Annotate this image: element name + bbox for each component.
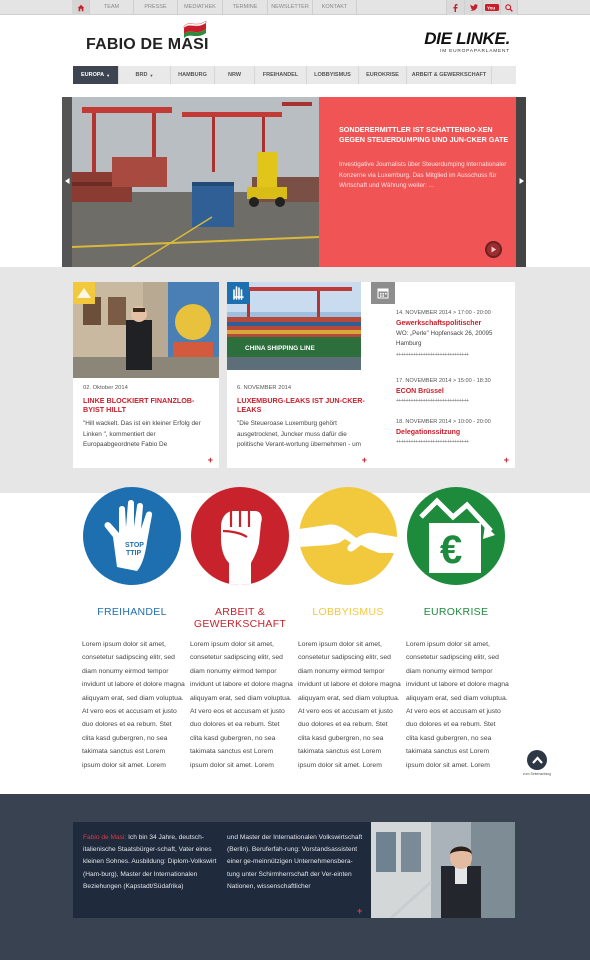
more-plus-icon[interactable]: + (357, 906, 363, 916)
top-nav-kontakt[interactable]: KONTAKT (312, 0, 357, 15)
main-nav-lobbyismus[interactable] (307, 66, 359, 84)
more-plus-icon[interactable]: + (503, 455, 509, 465)
port-container-image (72, 97, 319, 267)
hand-tag-icon (227, 282, 249, 304)
party-logo-text: DIE LINKE. (424, 29, 510, 48)
news-date: 6. NOVEMBER 2014 (237, 385, 292, 391)
news-excerpt: "Die Steueroase Luxemburg gehört ausgetrocknet, Juncker muss dafür die politische Verant-wortung übernehmen - um (237, 420, 361, 448)
main-nav-eurokrise[interactable] (359, 66, 407, 84)
event-item[interactable] (396, 378, 510, 404)
corner-tag-icon (73, 282, 95, 304)
topic-label[interactable]: EUROKRISE (423, 606, 489, 618)
main-nav-nrw[interactable] (215, 66, 255, 84)
news-title[interactable]: LUXEMBURG-LEAKS IST JUN-CKER-LEAKS (237, 396, 365, 414)
main-nav-brd[interactable] (119, 66, 171, 84)
topic-eurokrise[interactable] (406, 487, 506, 618)
euro-sign: € (440, 528, 463, 572)
news-date: 02. Oktober 2014 (83, 385, 128, 391)
event-item[interactable] (396, 419, 510, 445)
topic-lobbyismus[interactable] (298, 487, 398, 618)
calendar-icon (377, 287, 389, 299)
topic-text: Lorem ipsum dolor sit amet, consetetur sadipscing elitr, sed diam nonumy eirmod tempor invidunt ut labore et dolore magna aliquyam erat, sed diam voluptua. At vero eos et accusam et justo duo dolores et ea rebum. Stet clita kasd gubergren, no sea takimata sanctus est Lorem ipsum dolor sit amet. Lorem (298, 641, 401, 769)
event-separator: ++++++++++++++++++++++++++++++ (396, 439, 469, 445)
stop-ttip-text: STOP (125, 542, 144, 549)
main-nav-label: NRW (227, 72, 242, 78)
hero-slider (62, 97, 526, 267)
bio-name[interactable]: Fabio de Masi: (83, 834, 127, 841)
main-nav-europa[interactable] (73, 66, 119, 84)
topic-text: Lorem ipsum dolor sit amet, consetetur sadipscing elitr, sed diam nonumy eirmod tempor invidunt ut labore et dolore magna aliquyam erat, sed diam voluptua. At vero eos et accusam et justo duo dolores et ea rebum. Stet clita kasd gubergren, no sea takimata sanctus est Lorem ipsum dolor sit amet. Lorem (406, 641, 509, 769)
stop-ttip-hand-icon[interactable] (83, 487, 181, 585)
topic-arbeit-gewerkschaft[interactable] (190, 487, 290, 630)
raised-fist-icon[interactable] (191, 487, 289, 585)
bio-text-2: und Master der Internationalen Volkswirtschaft (Berlin). Beruferfah-rung: Vorstandsassistent einer ge-meinnützigen Unternehmensbera-tung unter Schirmherrschaft der Ver-einten Nationen, wissenschaftlicher (227, 834, 363, 890)
main-nav-hamburg[interactable] (171, 66, 215, 84)
event-title[interactable]: ECON Brüssel (396, 388, 444, 395)
bio-box (73, 822, 515, 918)
search-button[interactable] (500, 0, 518, 15)
slider-prev-button[interactable] (63, 174, 71, 188)
facebook-button[interactable] (446, 0, 464, 15)
event-datetime: 18. NOVEMBER 2014 > 10:00 - 20:00 (396, 419, 491, 425)
hero-image[interactable] (72, 97, 319, 267)
event-separator: ++++++++++++++++++++++++++++++ (396, 352, 469, 358)
topic-label[interactable]: ARBEIT & GEWERKSCHAFT (193, 606, 287, 630)
facebook-icon (453, 4, 458, 12)
more-plus-icon[interactable]: + (207, 455, 213, 465)
topic-freihandel[interactable] (82, 487, 182, 618)
chevron-down-icon: ▼ (106, 72, 111, 78)
play-icon (490, 246, 497, 253)
top-nav (89, 0, 357, 15)
news-badge (73, 282, 95, 304)
event-separator: ++++++++++++++++++++++++++++++ (396, 398, 469, 404)
main-nav (73, 66, 516, 84)
svg-text:You: You (486, 5, 495, 11)
event-datetime: 14. NOVEMBER 2014 > 17:00 - 20:00 (396, 310, 491, 316)
search-icon (505, 4, 513, 12)
back-to-top-button[interactable] (527, 750, 547, 770)
party-logo-subtitle: IM EUROPAPARLAMENT (440, 49, 510, 54)
handshake-icon[interactable] (299, 487, 397, 585)
chevron-up-icon (532, 756, 543, 764)
topic-label[interactable]: LOBBYISMUS (312, 606, 384, 618)
event-location: WO: „Perle" Hopfensack 26, 20095 Hamburg (396, 330, 493, 347)
top-nav-presse[interactable]: PRESSE (133, 0, 177, 15)
more-plus-icon[interactable]: + (361, 455, 367, 465)
event-title[interactable]: Delegationssitzung (396, 429, 461, 436)
event-title[interactable]: Gewerkschaftspolitischer (396, 320, 482, 327)
main-nav-label: BRD (135, 72, 148, 78)
events-card (371, 282, 515, 468)
news-card[interactable] (227, 282, 373, 468)
site-title: FABIO DE MASI (86, 36, 209, 53)
main-nav-label: ARBEIT & GEWERKSCHAFT (411, 72, 487, 78)
play-button[interactable] (485, 241, 502, 258)
slider-next-button[interactable] (517, 174, 525, 188)
calendar-badge (371, 282, 395, 304)
chevron-down-icon: ▼ (149, 72, 154, 78)
party-logo[interactable] (424, 30, 510, 54)
svg-text:CHINA SHIPPING LINE: CHINA SHIPPING LINE (245, 345, 315, 352)
top-utility-bar (0, 0, 590, 15)
main-nav-label: FREIHANDEL (262, 72, 299, 78)
home-icon (77, 4, 85, 12)
site-logo[interactable] (86, 20, 226, 60)
news-excerpt: "Hill wackelt. Das ist ein kleiner Erfolg der Linken ", kommentiert der Europaabgeordnete Fabio De (83, 420, 201, 448)
event-item[interactable] (396, 310, 510, 358)
hero-teaser[interactable] (319, 97, 516, 267)
top-nav-mediathek[interactable]: MEDIATHEK (177, 0, 222, 15)
bio-column-1 (83, 832, 221, 893)
chevron-right-icon (519, 178, 524, 184)
hero-headline[interactable]: SONDERERMITTLER IST SCHATTENBO-XEN GEGEN STEUERDUMPING UND JUN-CKER GATE (339, 125, 509, 144)
top-nav-termine[interactable]: TERMINE (222, 0, 267, 15)
twitter-icon (470, 4, 478, 11)
main-nav-label: EUROKRISE (366, 72, 399, 78)
main-nav-label: HAMBURG (178, 72, 207, 78)
main-nav-freihandel[interactable] (255, 66, 307, 84)
topic-text: Lorem ipsum dolor sit amet, consetetur sadipscing elitr, sed diam nonumy eirmod tempor invidunt ut labore et dolore magna aliquyam erat, sed diam voluptua. At vero eos et accusam et justo duo dolores et ea rebum. Stet clita kasd gubergren, no sea takimata sanctus est Lorem ipsum dolor sit amet. Lorem (82, 641, 185, 769)
top-nav-team[interactable]: TEAM (89, 0, 133, 15)
main-nav-label: EUROPA (80, 72, 105, 78)
top-nav-newsletter[interactable]: NEWSLETTER (267, 0, 312, 15)
news-badge (227, 282, 249, 304)
news-title[interactable]: LINKE BLOCKIERT FINANZLOB-BYIST HILLT (83, 396, 195, 414)
topic-text: Lorem ipsum dolor sit amet, consetetur sadipscing elitr, sed diam nonumy eirmod tempor invidunt ut labore et dolore magna aliquyam erat, sed diam voluptua. At vero eos et accusam et justo duo dolores et ea rebum. Stet clita kasd gubergren, no sea takimata sanctus est Lorem ipsum dolor sit amet. Lorem (190, 641, 293, 769)
home-button[interactable] (72, 0, 89, 15)
main-nav-arbeit-gewerkschaft[interactable] (407, 66, 492, 84)
hero-teaser-text: Investigative Journalists über Steuerdumping internationaler Konzerne via Luxemburg. Das Mitglied im Ausschuss für Wirtschaft und Währung weiter: ... (339, 161, 507, 189)
topic-label[interactable]: FREIHANDEL (97, 606, 167, 618)
portrait-photo (371, 822, 515, 918)
chevron-left-icon (65, 178, 70, 184)
youtube-icon (485, 4, 499, 11)
social-links (446, 0, 518, 15)
twitter-button[interactable] (464, 0, 482, 15)
back-to-top-label[interactable]: zum Seitenanfang (522, 772, 552, 776)
bio-text-1: Ich bin 34 Jahre, deutsch-italienische Staatsbürger-schaft, Vater eines kleinen Sohnes. Ausbildung: Diplom-Volkswirt (Ham-burg), Master der Internationalen Beziehungen (Kapstadt/Südafrika) (83, 834, 217, 890)
event-datetime: 17. NOVEMBER 2014 > 15:00 - 18:30 (396, 378, 491, 384)
euro-decline-icon[interactable] (407, 487, 505, 585)
svg-text:TTIP: TTIP (126, 550, 142, 557)
main-nav-label: LOBBYISMUS (314, 72, 351, 78)
youtube-button[interactable] (482, 0, 500, 15)
news-card[interactable] (73, 282, 219, 468)
